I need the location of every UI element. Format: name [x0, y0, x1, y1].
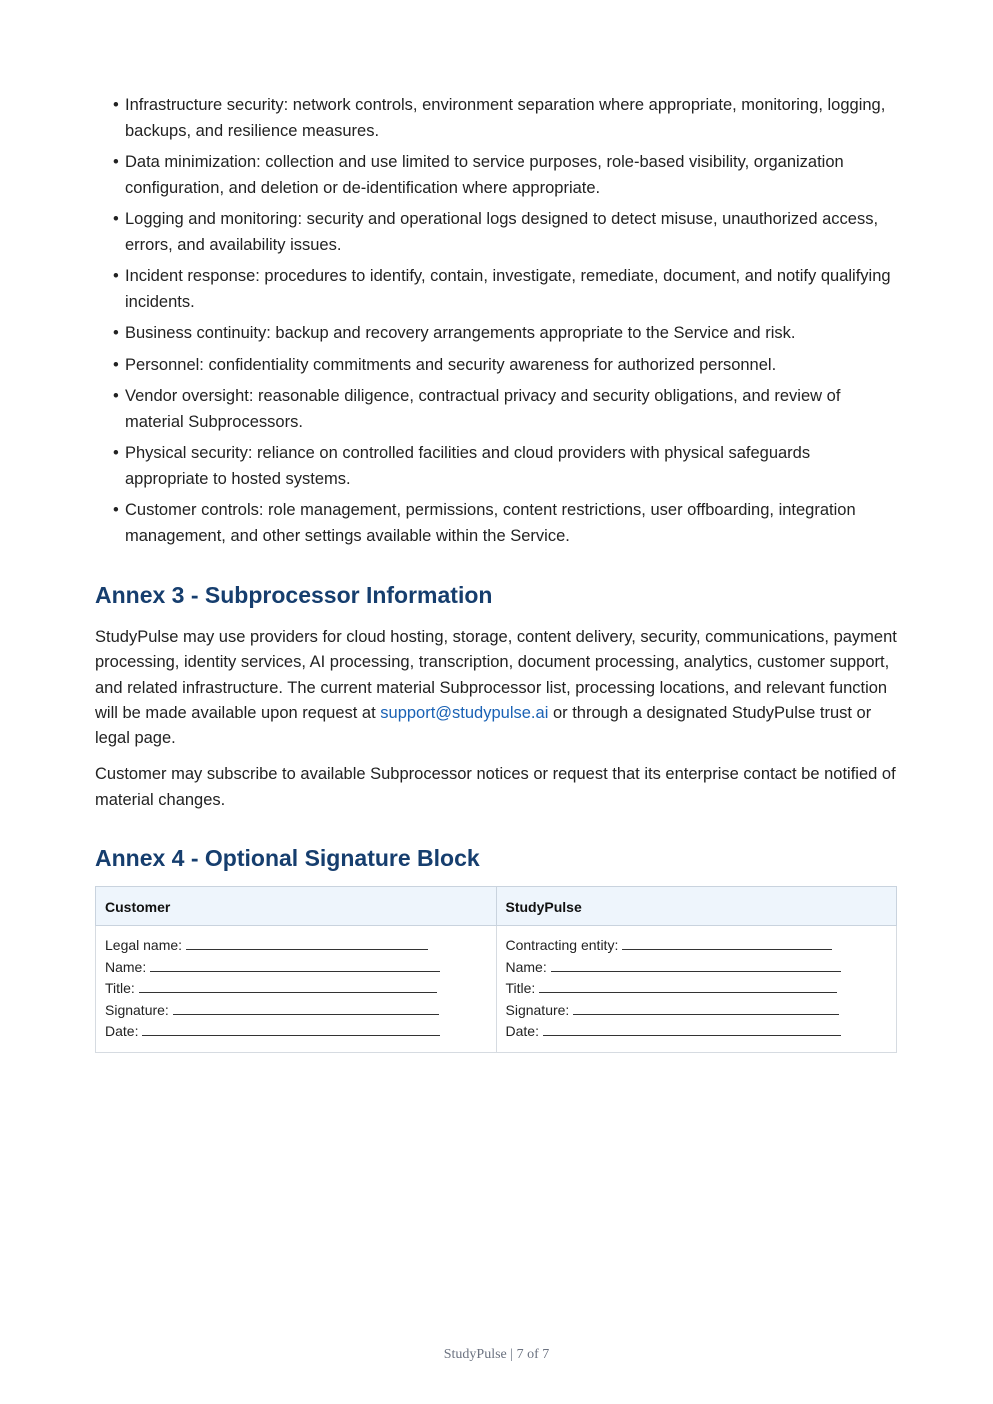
list-item: • Physical security: reliance on controlled facilities and cloud providers with physical safeguards appropriate to hosted systems.	[113, 441, 897, 492]
page-footer	[0, 1347, 993, 1363]
signature-field-row	[506, 935, 888, 957]
customer-name-line[interactable]	[150, 958, 440, 972]
page-number: 7 of 7	[516, 1347, 550, 1362]
subprocessor-paragraph	[95, 625, 897, 751]
customer-legal-name-label: Legal name:	[105, 937, 183, 954]
customer-signature-cell	[96, 926, 497, 1053]
studypulse-date-label: Date:	[505, 1023, 539, 1040]
studypulse-name-label: Name:	[505, 958, 547, 975]
signature-table	[95, 886, 897, 1053]
customer-date-line[interactable]	[142, 1022, 440, 1036]
customer-title-label: Title:	[105, 980, 135, 997]
signature-field-row	[506, 1021, 888, 1043]
list-item: • Customer controls: role management, permissions, content restrictions, user offboarding, integration management, and other settings available within the Service.	[113, 498, 897, 549]
studypulse-title-label: Title:	[505, 980, 536, 997]
studypulse-date-line[interactable]	[543, 1022, 841, 1036]
signature-field-row	[105, 935, 487, 957]
subprocessor-text-end: or through a designated StudyPulse trust or legal page.	[95, 703, 872, 748]
list-item: • Vendor oversight: reasonable diligence, contractual privacy and security obligations, and review of material Subprocessors.	[113, 384, 897, 435]
studypulse-entity-label: Contracting entity:	[505, 937, 619, 954]
customer-signature-label: Signature:	[105, 1001, 169, 1018]
studypulse-signature-cell	[496, 926, 897, 1053]
list-item: • Data minimization: collection and use limited to service purposes, role-based visibility, organization configuration, and deletion or de-identification where appropriate.	[113, 150, 897, 201]
list-item: • Personnel: confidentiality commitments and security awareness for authorized personnel.	[113, 353, 897, 379]
security-measures-list	[95, 93, 897, 549]
studypulse-name-line[interactable]	[551, 958, 841, 972]
customer-legal-name-line[interactable]	[186, 936, 428, 950]
footer-brand: StudyPulse	[443, 1347, 507, 1362]
signature-field-row	[506, 978, 888, 1000]
list-item: • Incident response: procedures to identify, contain, investigate, remediate, document, and notify qualifying incidents.	[113, 264, 897, 315]
document-page	[95, 93, 897, 1053]
customer-title-line[interactable]	[139, 979, 437, 993]
customer-signature-line[interactable]	[173, 1001, 439, 1015]
signature-field-row	[105, 1000, 487, 1022]
studypulse-title-line[interactable]	[539, 979, 837, 993]
subprocessor-text-start: StudyPulse may use providers for cloud hosting, storage, content delivery, security, communications, payment processing, identity services, AI processing, transcription, document processing, analytics, customer support, and related infrastructure. The current material Subprocessor list, processing locations, and relevant function will be made available upon request at	[95, 628, 897, 722]
list-item: • Business continuity: backup and recovery arrangements appropriate to the Service and risk.	[113, 321, 897, 347]
footer-separator: |	[510, 1347, 514, 1362]
list-item: • Logging and monitoring: security and operational logs designed to detect misuse, unauthorized access, errors, and availability issues.	[113, 207, 897, 258]
subprocessor-notice-paragraph: Customer may subscribe to available Subprocessor notices or request that its enterprise contact be notified of material changes.	[95, 765, 896, 809]
studypulse-signature-label: Signature:	[505, 1001, 570, 1018]
studypulse-entity-line[interactable]	[622, 936, 832, 950]
signature-field-row	[105, 957, 487, 979]
customer-date-label: Date:	[105, 1023, 139, 1040]
annex-4-heading: Annex 4 - Optional Signature Block	[95, 845, 480, 872]
signature-field-row	[506, 957, 888, 979]
customer-column-header: Customer	[96, 887, 497, 926]
list-item: • Infrastructure security: network controls, environment separation where appropriate, monitoring, logging, backups, and resilience measures.	[113, 93, 897, 144]
studypulse-column-header: StudyPulse	[496, 887, 897, 926]
signature-field-row	[105, 1021, 487, 1043]
support-email-link[interactable]: support@studypulse.ai	[380, 703, 549, 722]
signature-field-row	[105, 978, 487, 1000]
signature-field-row	[506, 1000, 888, 1022]
annex-3-heading: Annex 3 - Subprocessor Information	[95, 582, 493, 608]
studypulse-signature-line[interactable]	[573, 1001, 839, 1015]
customer-name-label: Name:	[105, 958, 147, 975]
